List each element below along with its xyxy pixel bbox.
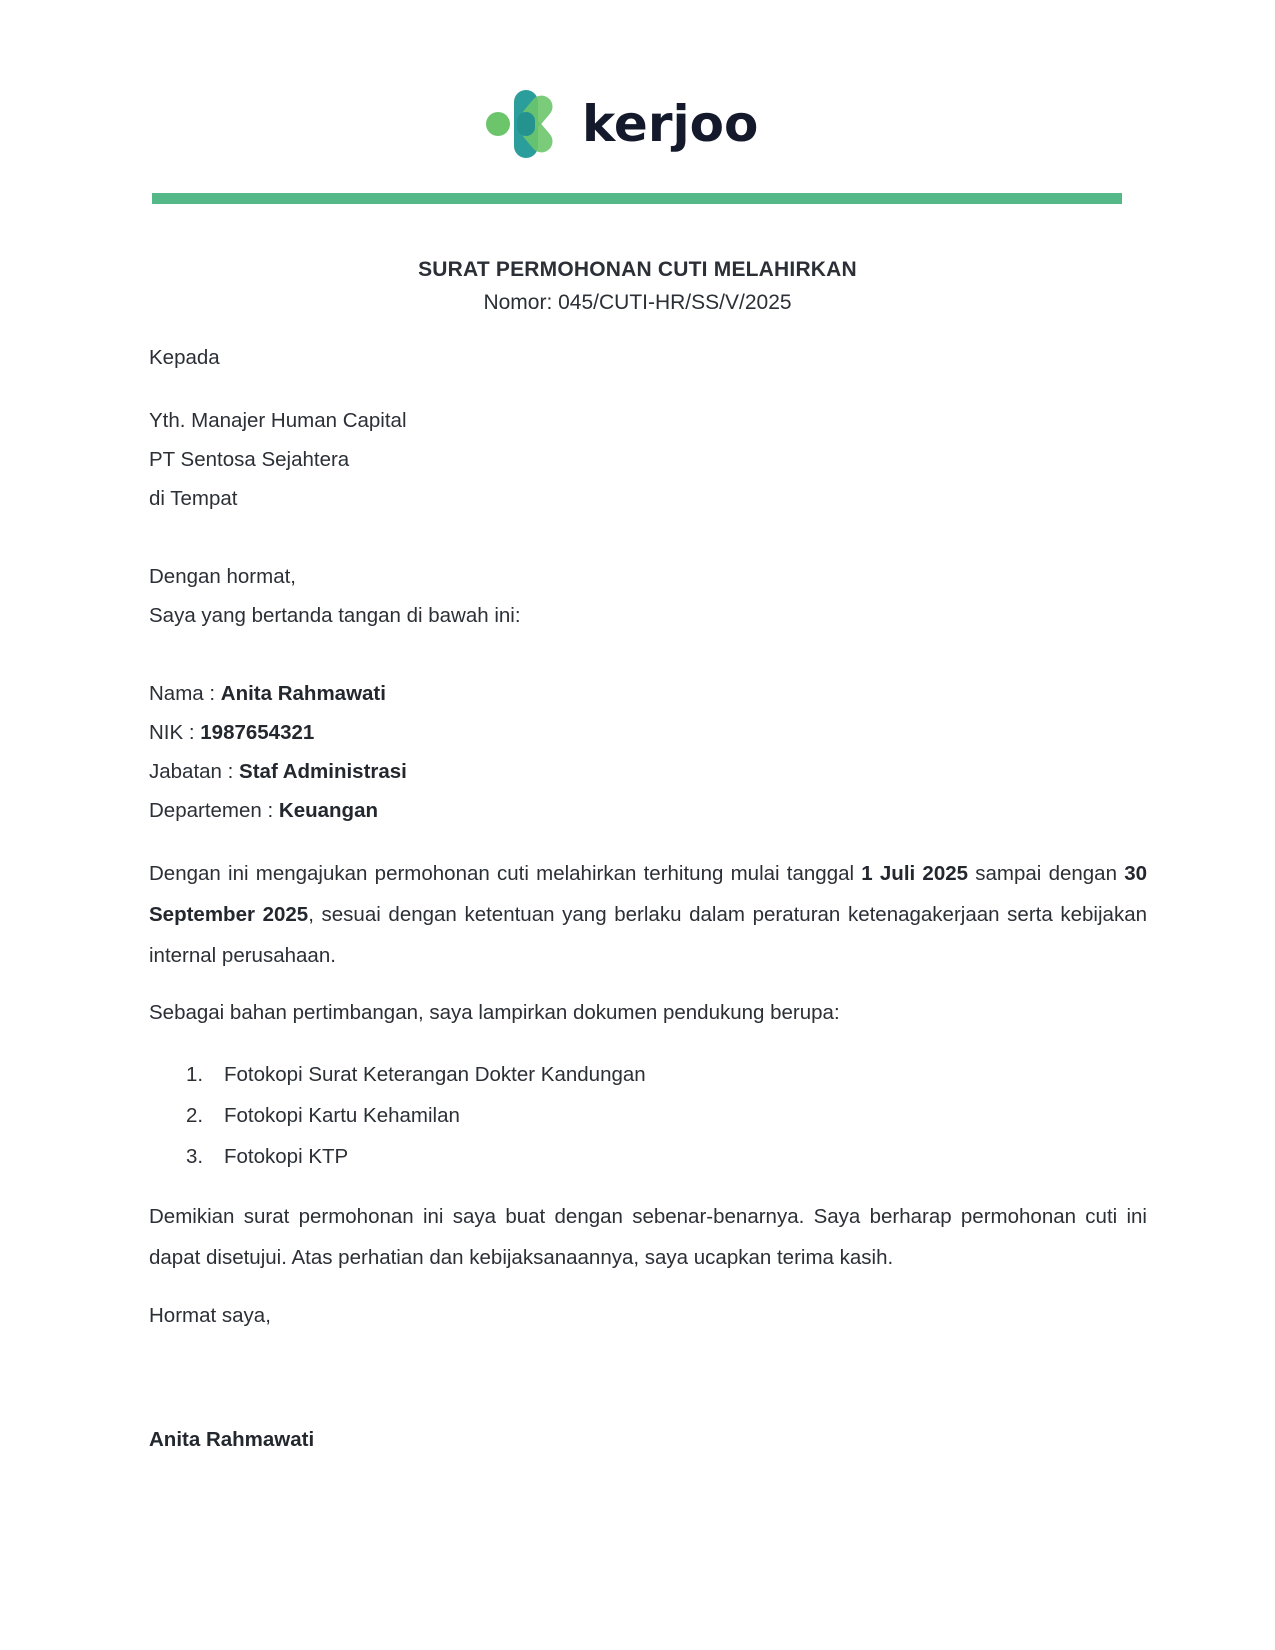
logo-wordmark: kerjoo [582,95,759,153]
field-value: Anita Rahmawati [220,682,386,705]
list-number: 2. [186,1104,204,1127]
field-label: Departemen : [149,799,279,822]
recipient-line: di Tempat [149,487,238,510]
recipient-line: PT Sentosa Sejahtera [149,448,350,471]
closing-paragraph: Demikian surat permohonan ini saya buat dengan sebenar-benarnya. Saya berharap permohonan cuti ini dapat disetujui. Atas perhatian dan kebijaksanaannya, saya ucapkan terima kasih. [149,1205,1147,1269]
recipient-line: Yth. Manajer Human Capital [149,409,407,432]
header-divider [152,193,1122,204]
to-label: Kepada [149,346,220,369]
list-label: Fotokopi Kartu Kehamilan [224,1104,460,1127]
list-number: 3. [186,1145,204,1168]
sign-off: Hormat saya, [149,1304,271,1327]
kerjoo-mark-icon [484,88,568,160]
attachments-intro: Sebagai bahan pertimbangan, saya lampirkan dokumen pendukung berupa: [149,1001,840,1024]
request-text: Dengan ini mengajukan permohonan cuti melahirkan terhitung mulai tanggal [149,862,862,885]
field-label: Jabatan : [149,760,240,783]
start-date: 1 Juli 2025 [861,862,969,885]
field-nama [149,680,386,708]
field-jabatan [149,758,407,786]
field-label: Nama : [149,682,221,705]
letter-title: SURAT PERMOHONAN CUTI MELAHIRKAN [418,258,857,281]
field-nik [149,719,314,747]
list-number: 1. [186,1063,204,1086]
greeting: Dengan hormat, [149,565,297,588]
list-label: Fotokopi KTP [224,1145,349,1168]
request-text: sampai dengan [968,862,1125,885]
list-label: Fotokopi Surat Keterangan Dokter Kandungan [224,1063,646,1086]
signer-name: Anita Rahmawati [149,1428,315,1451]
field-value: Keuangan [278,799,379,822]
field-departemen [149,797,378,825]
request-text: , sesuai dengan ketentuan yang berlaku dalam peraturan ketenagakerjaan serta kebijakan internal perusahaan. [149,903,1147,967]
end-date: 30 September 2025 [149,862,1148,926]
intro-text: Saya yang bertanda tangan di bawah ini: [149,604,521,627]
field-value: 1987654321 [200,721,315,744]
letter-number: Nomor: 045/CUTI-HR/SS/V/2025 [483,291,792,314]
field-label: NIK : [149,721,201,744]
company-logo [484,88,758,160]
request-paragraph [149,853,1147,976]
field-value: Staf Administrasi [239,760,407,783]
